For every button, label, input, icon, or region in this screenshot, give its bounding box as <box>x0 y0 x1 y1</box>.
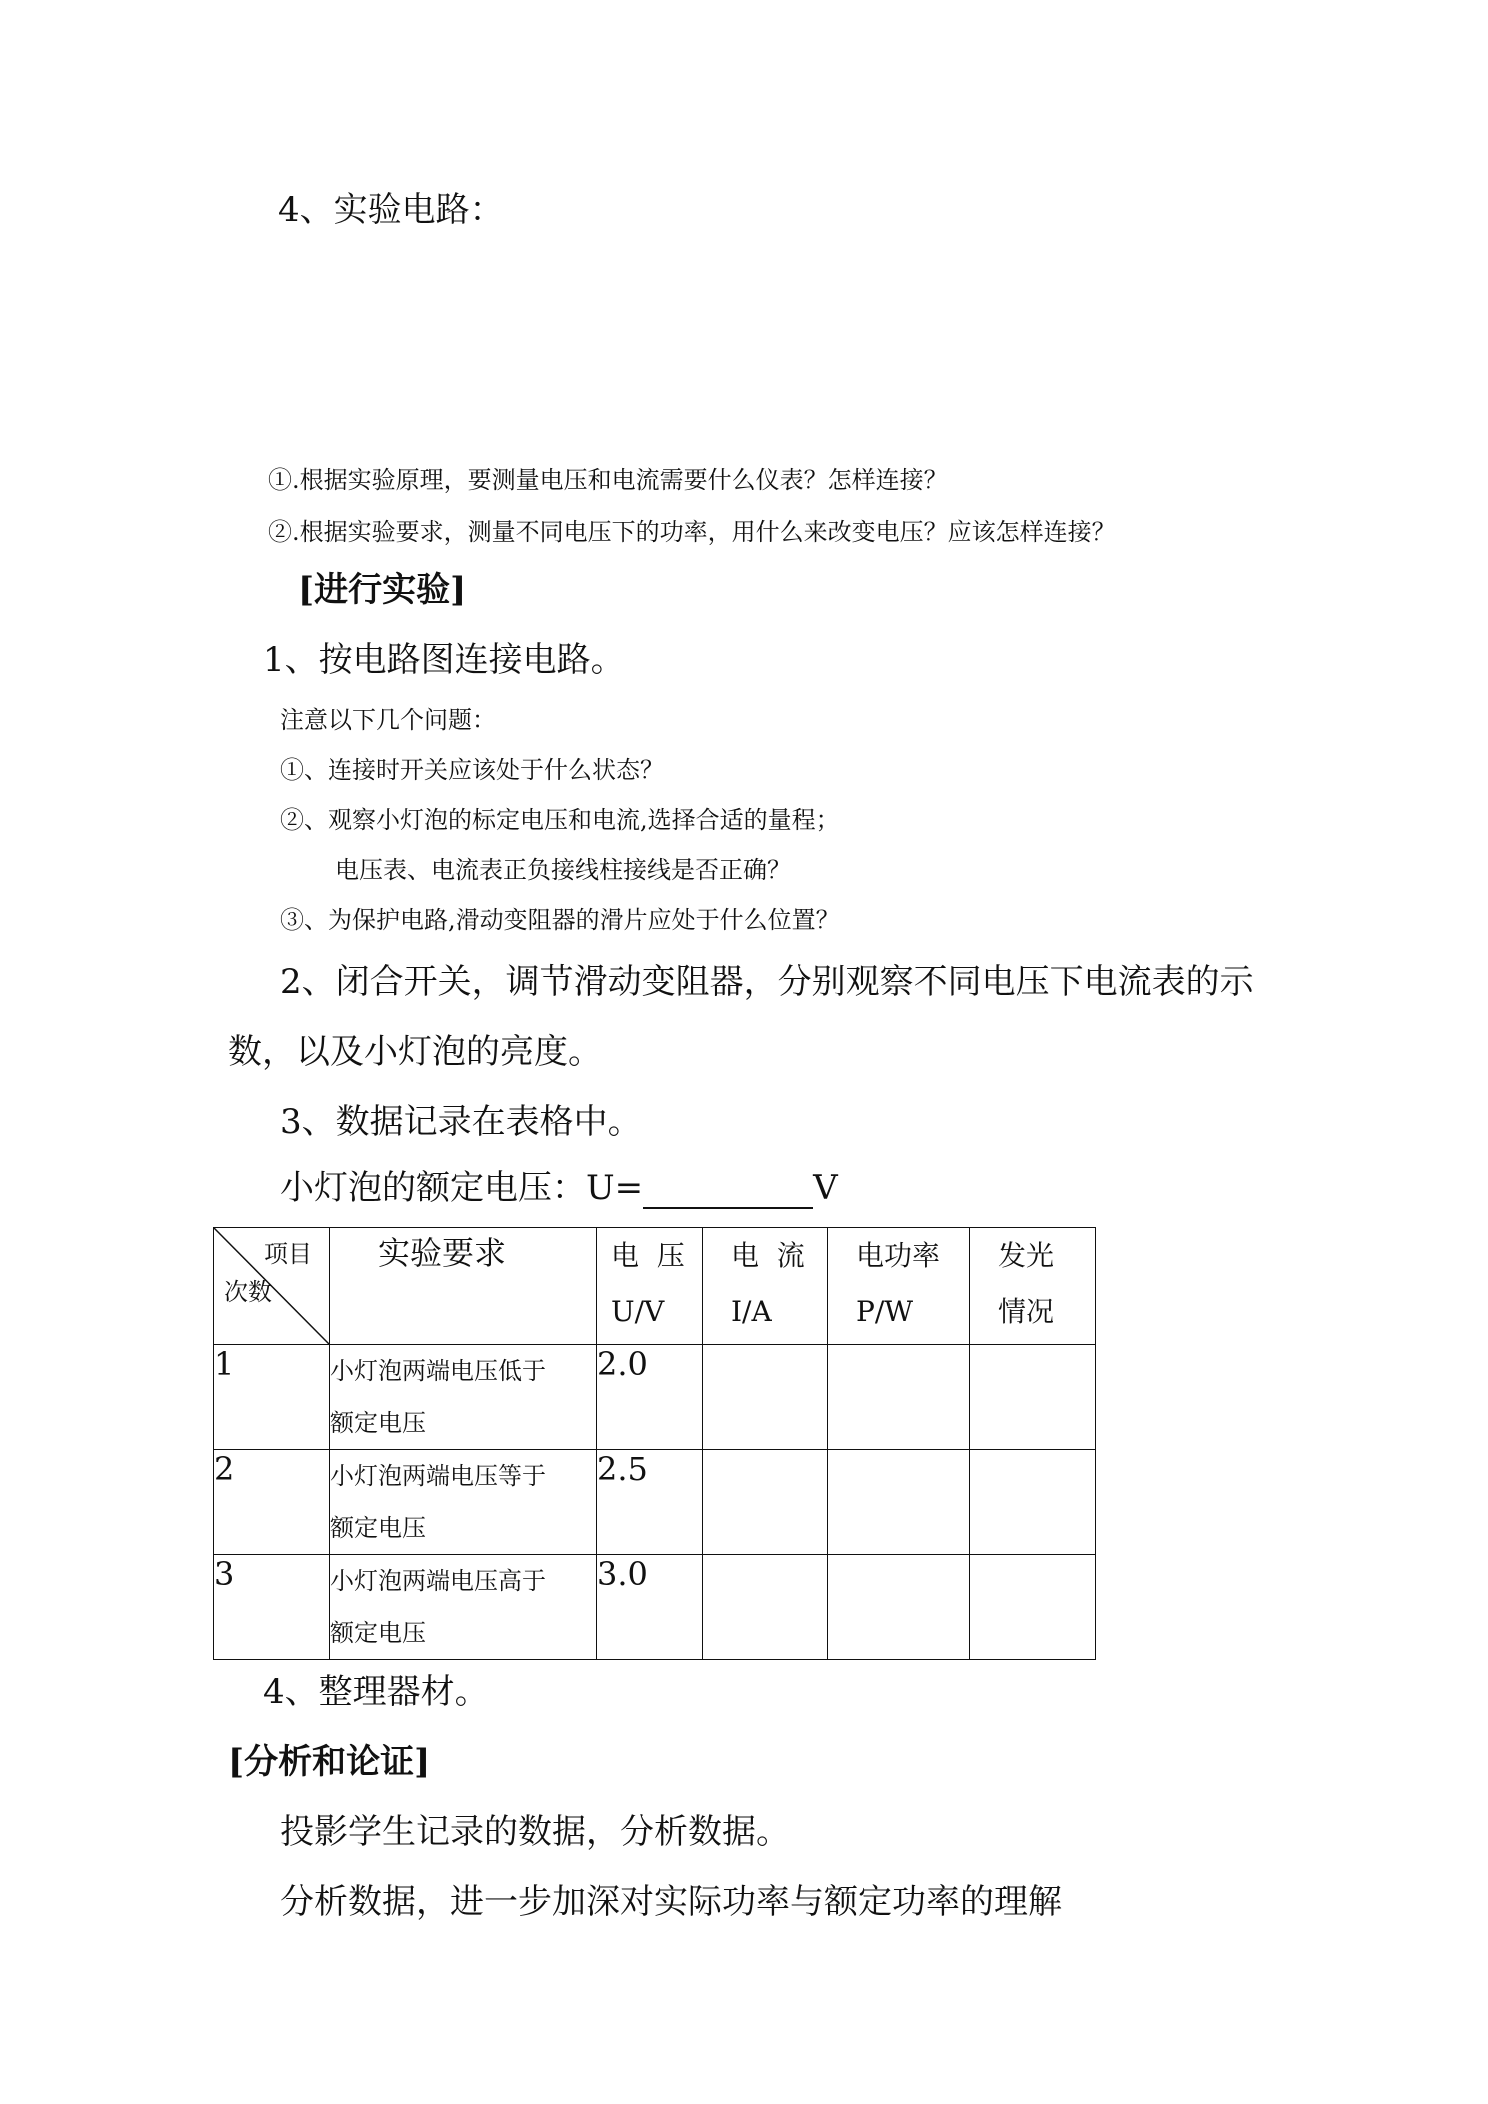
note-3: ③、为保护电路,滑动变阻器的滑片应处于什么位置？ <box>280 906 840 934</box>
experiment-step-2a: 2、闭合开关，调节滑动变阻器，分别观察不同电压下电流表的示 <box>280 962 1254 1002</box>
table-header-row <box>214 1228 1096 1345</box>
row-requirement-line1: 小灯泡两端电压低于 <box>330 1357 546 1385</box>
row-power-cell[interactable] <box>828 1555 970 1660</box>
row-requirement <box>330 1345 597 1450</box>
header-current-name: 电 流 <box>731 1239 805 1272</box>
row-current-cell[interactable] <box>703 1450 828 1555</box>
experiment-step-2b: 数，以及小灯泡的亮度。 <box>228 1032 602 1072</box>
header-power <box>828 1228 970 1345</box>
header-light <box>970 1228 1096 1345</box>
corner-cell <box>214 1228 330 1345</box>
table-row <box>214 1450 1096 1555</box>
analysis-line-1: 投影学生记录的数据，分析数据。 <box>280 1812 790 1852</box>
header-voltage <box>597 1228 703 1345</box>
header-voltage-name: 电 压 <box>611 1239 685 1272</box>
note-2a: ②、观察小灯泡的标定电压和电流,选择合适的量程； <box>280 806 840 834</box>
rated-voltage-unit: V <box>813 1168 838 1208</box>
table-row <box>214 1555 1096 1660</box>
rated-voltage-blank[interactable] <box>643 1173 813 1209</box>
header-light-name: 发光 <box>998 1239 1055 1272</box>
analysis-heading: [分析和论证] <box>228 1742 431 1782</box>
row-voltage: 3.0 <box>597 1555 703 1660</box>
data-table <box>213 1227 1096 1660</box>
circuit-question-2: ②.根据实验要求，测量不同电压下的功率，用什么来改变电压？应该怎样连接？ <box>268 518 1116 546</box>
circuit-question-1: ①.根据实验原理，要测量电压和电流需要什么仪表？怎样连接？ <box>268 466 948 494</box>
rated-voltage-label: 小灯泡的额定电压：U= <box>280 1168 644 1208</box>
corner-top-label: 项目 <box>264 1240 312 1268</box>
note-2b: 电压表、电流表正负接线柱接线是否正确？ <box>335 856 791 884</box>
row-index: 3 <box>214 1555 330 1660</box>
header-power-name: 电功率 <box>856 1239 941 1272</box>
row-voltage: 2.0 <box>597 1345 703 1450</box>
row-power-cell[interactable] <box>828 1450 970 1555</box>
notes-title: 注意以下几个问题： <box>280 706 496 734</box>
row-requirement <box>330 1555 597 1660</box>
header-voltage-unit: U/V <box>611 1295 665 1328</box>
row-index: 2 <box>214 1450 330 1555</box>
experiment-heading: [进行实验] <box>298 570 467 610</box>
row-light-cell[interactable] <box>970 1450 1096 1555</box>
experiment-step-3: 3、数据记录在表格中。 <box>280 1102 642 1142</box>
row-index: 1 <box>214 1345 330 1450</box>
experiment-step-1: 1、按电路图连接电路。 <box>263 640 625 680</box>
experiment-step-4: 4、整理器材。 <box>263 1672 489 1712</box>
row-requirement-line2: 额定电压 <box>330 1619 426 1647</box>
circuit-heading: 4、实验电路： <box>278 190 504 230</box>
row-requirement-line2: 额定电压 <box>330 1514 426 1542</box>
row-requirement-line1: 小灯泡两端电压高于 <box>330 1567 546 1595</box>
row-requirement-line1: 小灯泡两端电压等于 <box>330 1462 546 1490</box>
row-requirement-line2: 额定电压 <box>330 1409 426 1437</box>
row-voltage: 2.5 <box>597 1450 703 1555</box>
header-light-desc: 情况 <box>998 1295 1055 1328</box>
rated-voltage-line <box>280 1160 838 1209</box>
header-current <box>703 1228 828 1345</box>
corner-bottom-label: 次数 <box>224 1278 272 1306</box>
row-light-cell[interactable] <box>970 1555 1096 1660</box>
analysis-line-2: 分析数据，进一步加深对实际功率与额定功率的理解 <box>280 1882 1062 1922</box>
row-light-cell[interactable] <box>970 1345 1096 1450</box>
row-current-cell[interactable] <box>703 1345 828 1450</box>
row-current-cell[interactable] <box>703 1555 828 1660</box>
row-requirement <box>330 1450 597 1555</box>
header-power-unit: P/W <box>856 1295 914 1328</box>
row-power-cell[interactable] <box>828 1345 970 1450</box>
table-row <box>214 1345 1096 1450</box>
header-requirement: 实验要求 <box>330 1228 597 1345</box>
note-1: ①、连接时开关应该处于什么状态？ <box>280 756 664 784</box>
header-current-unit: I/A <box>731 1295 772 1328</box>
